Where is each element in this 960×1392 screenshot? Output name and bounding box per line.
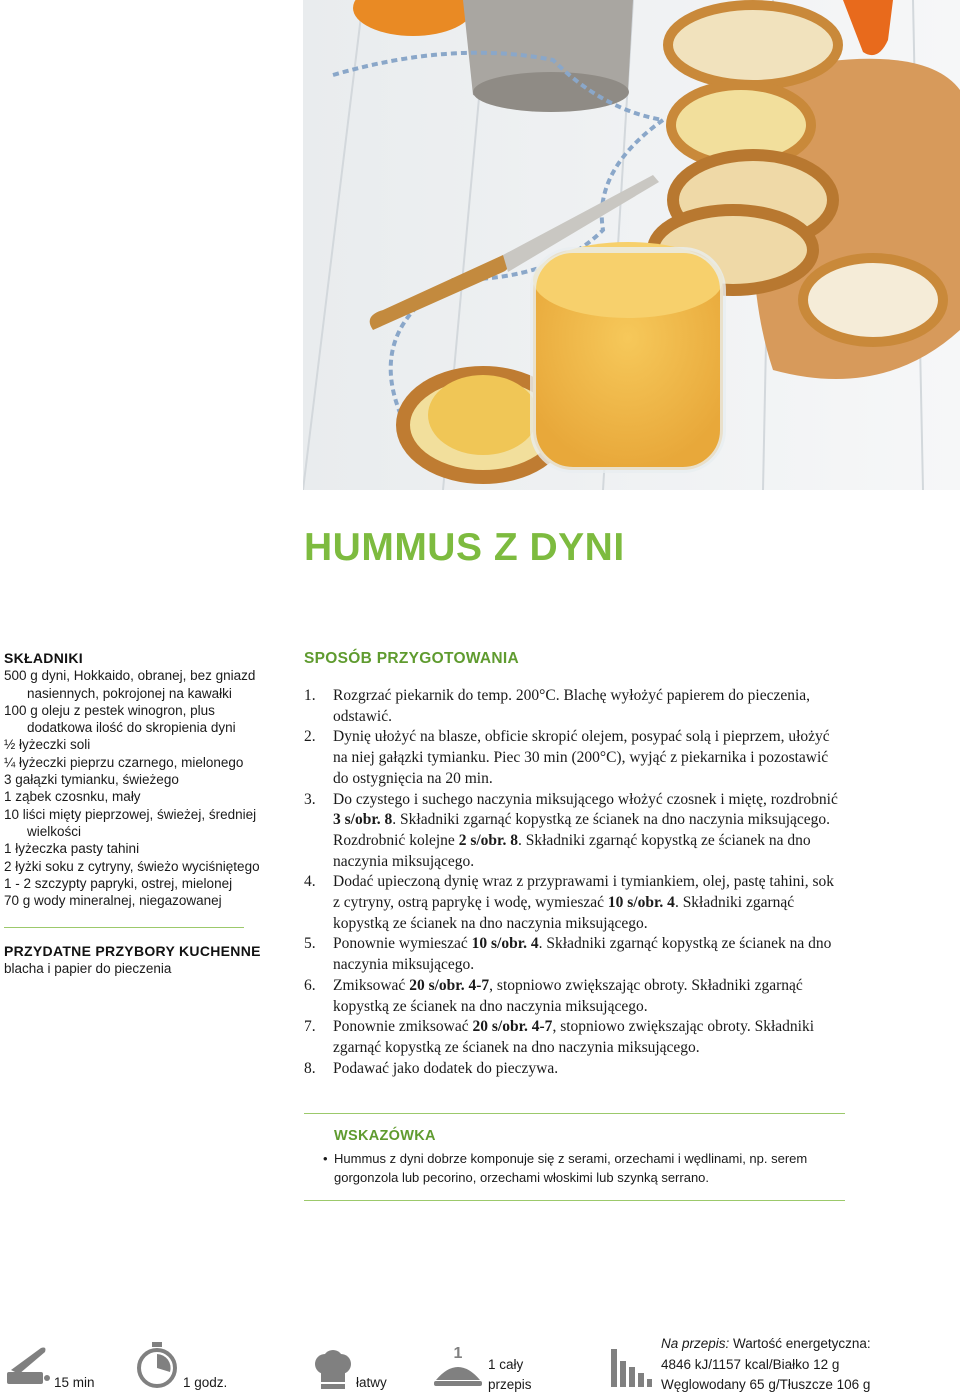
step-item	[304, 976, 844, 1017]
servings: 1 cały przepis	[488, 1357, 532, 1392]
ingredient-item: 1 - 2 szczypty papryki, ostrej, mielonej	[4, 875, 233, 891]
ingredients-column	[4, 650, 266, 978]
step-text	[333, 790, 844, 873]
recipe-photo	[303, 0, 960, 490]
stopwatch-icon	[136, 1342, 178, 1388]
nutrition-info	[661, 1334, 956, 1392]
step-number: 6.	[304, 976, 316, 994]
ingredient-item: 70 g wody mineralnej, niegazowanej	[4, 893, 222, 909]
tools-heading: PRZYDATNE PRZYBORY KUCHENNE	[4, 943, 261, 960]
step-item	[304, 686, 844, 727]
ingredients-divider	[4, 927, 244, 928]
ingredients-heading: SKŁADNIKI	[4, 650, 83, 666]
nutrition-chart-icon	[609, 1347, 653, 1389]
chef-hat-icon	[313, 1350, 353, 1390]
step-text	[333, 1017, 844, 1058]
ingredient-item: 3 gałązki tymianku, świeżego	[4, 772, 179, 788]
tip-text: Hummus z dyni dobrze komponuje się z serami, orzechami i wędlinami, np. serem gorgonzola lub pecorino, orzechami włoskimi lub szynką serrano.	[334, 1151, 808, 1185]
knife-board-icon	[5, 1344, 53, 1388]
ingredient-item: 10 liści mięty pieprzowej, świeżej, średniej wielkości	[4, 806, 257, 839]
step-item	[304, 934, 844, 975]
ingredient-item: 1 łyżeczka pasty tahini	[4, 841, 140, 857]
step-text	[333, 872, 844, 934]
preparation-section	[304, 650, 844, 1079]
step-text-part: Ponownie zmiksować	[333, 1018, 473, 1036]
step-number: 8.	[304, 1059, 316, 1077]
ingredient-item: 2 łyżki soku z cytryny, świeżo wyciśniętego	[4, 858, 260, 874]
step-text-part: . Składniki zgarnąć kopystką ze ścianek na dno naczynia miksującego.	[333, 935, 832, 974]
step-text-part: , stopniowo zwiększając obroty. Składniki zgarnąć kopystką ze ścianek na dno naczynia miksującego.	[333, 1018, 815, 1056]
step-item	[304, 1017, 844, 1058]
step-number: 7.	[304, 1018, 316, 1036]
step-text-part: , stopniowo zwiększając obroty. Składniki zgarnąć kopystką ze ścianek na dno naczynia miksującego.	[333, 976, 803, 1015]
step-text	[333, 686, 844, 727]
step-number: 1.	[304, 687, 316, 704]
nutrition-lead: Na przepis:	[661, 1336, 730, 1351]
step-number: 2.	[304, 728, 316, 746]
step-text-part: Do czystego i suchego naczynia miksującego włożyć czosnek i miętę, rozdrobnić	[333, 790, 838, 808]
tip-bullet: •	[323, 1151, 328, 1166]
step-text-part: Podawać jako dodatek do pieczywa.	[333, 1059, 559, 1077]
step-text	[333, 1059, 844, 1080]
step-setting: 20 s/obr. 4-7	[409, 976, 490, 994]
step-text-part: Dynię ułożyć na blasze, obficie skropić olejem, posypać solą i pieprzem, ułożyć na niej gałązki tymianku. Piec 30 min (200°C), wyjąć z piekarnika i pozostawić do ostygnięcia na 20 min.	[333, 728, 830, 787]
prep-time: 15 min	[54, 1375, 95, 1390]
preparation-heading: SPOSÓB PRZYGOTOWANIA	[304, 650, 519, 667]
ingredient-item: 500 g dyni, Hokkaido, obranej, bez gniazd nasiennych, pokrojonej na kawałki	[4, 668, 256, 701]
step-text-part: Zmiksować	[333, 976, 410, 994]
tip-top-divider	[304, 1113, 845, 1114]
tip-heading: WSKAZÓWKA	[334, 1128, 436, 1144]
step-text	[333, 976, 844, 1017]
step-text-part: . Składniki zgarnąć kopystką ze ścianek na dno naczynia miksującego.	[333, 831, 811, 870]
total-time: 1 godz.	[183, 1375, 228, 1390]
preparation-steps	[304, 686, 844, 1079]
step-text-part: . Składniki zgarnąć kopystką ze ścianek na dno naczynia miksującego.	[333, 894, 795, 932]
step-item	[304, 727, 844, 789]
ingredient-item: ½ łyżeczki soli	[4, 737, 91, 753]
tools-text: blacha i papier do pieczenia	[4, 961, 172, 977]
step-text-part: Rozgrzać piekarnik do temp. 200°C. Blachę wyłożyć papierem do pieczenia, odstawić.	[333, 687, 811, 725]
servings-icon-number: 1	[453, 1345, 463, 1362]
nutrition-line1: Wartość energetyczna:	[733, 1336, 871, 1351]
servings-plate-icon	[432, 1344, 484, 1390]
nutrition-line3: Węglowodany 65 g/Tłuszcze 106 g	[661, 1377, 871, 1392]
ingredient-item: ¼ łyżeczki pieprzu czarnego, mielonego	[4, 754, 244, 770]
difficulty: łatwy	[356, 1375, 387, 1390]
step-setting: 10 s/obr. 4	[471, 935, 539, 953]
step-number: 4.	[304, 873, 316, 891]
ingredient-item: 1 ząbek czosnku, mały	[4, 789, 141, 805]
step-item	[304, 872, 844, 934]
step-text	[333, 934, 844, 975]
step-text-part: Dodać upieczoną dynię wraz z przyprawami i tymiankiem, olej, pastę tahini, sok z cytryny, ostrą paprykę i wodę, wymieszać	[333, 873, 834, 912]
ingredients-list	[4, 667, 266, 909]
step-setting: 10 s/obr. 4	[607, 894, 675, 912]
step-number: 5.	[304, 935, 316, 953]
step-setting: 20 s/obr. 4-7	[472, 1018, 553, 1036]
step-setting: 3 s/obr. 8	[333, 811, 393, 829]
recipe-title: HUMMUS Z DYNI	[304, 526, 625, 569]
nutrition-line2: 4846 kJ/1157 kcal/Białko 12 g	[661, 1356, 840, 1372]
step-item	[304, 790, 844, 873]
ingredient-item: 100 g oleju z pestek winogron, plus dodatkowa ilość do skropienia dyni	[4, 702, 236, 736]
step-number: 3.	[304, 790, 316, 808]
tip-bottom-divider	[304, 1200, 845, 1201]
step-text	[333, 727, 844, 789]
step-text-part: Ponownie wymieszać	[333, 935, 472, 953]
step-text-part: . Składniki zgarnąć kopystką ze ścianek na dno naczynia miksującego. Rozdrobnić kolejne	[333, 811, 831, 849]
step-setting: 2 s/obr. 8	[458, 831, 518, 849]
step-item	[304, 1059, 844, 1080]
tip-section	[323, 1128, 844, 1187]
